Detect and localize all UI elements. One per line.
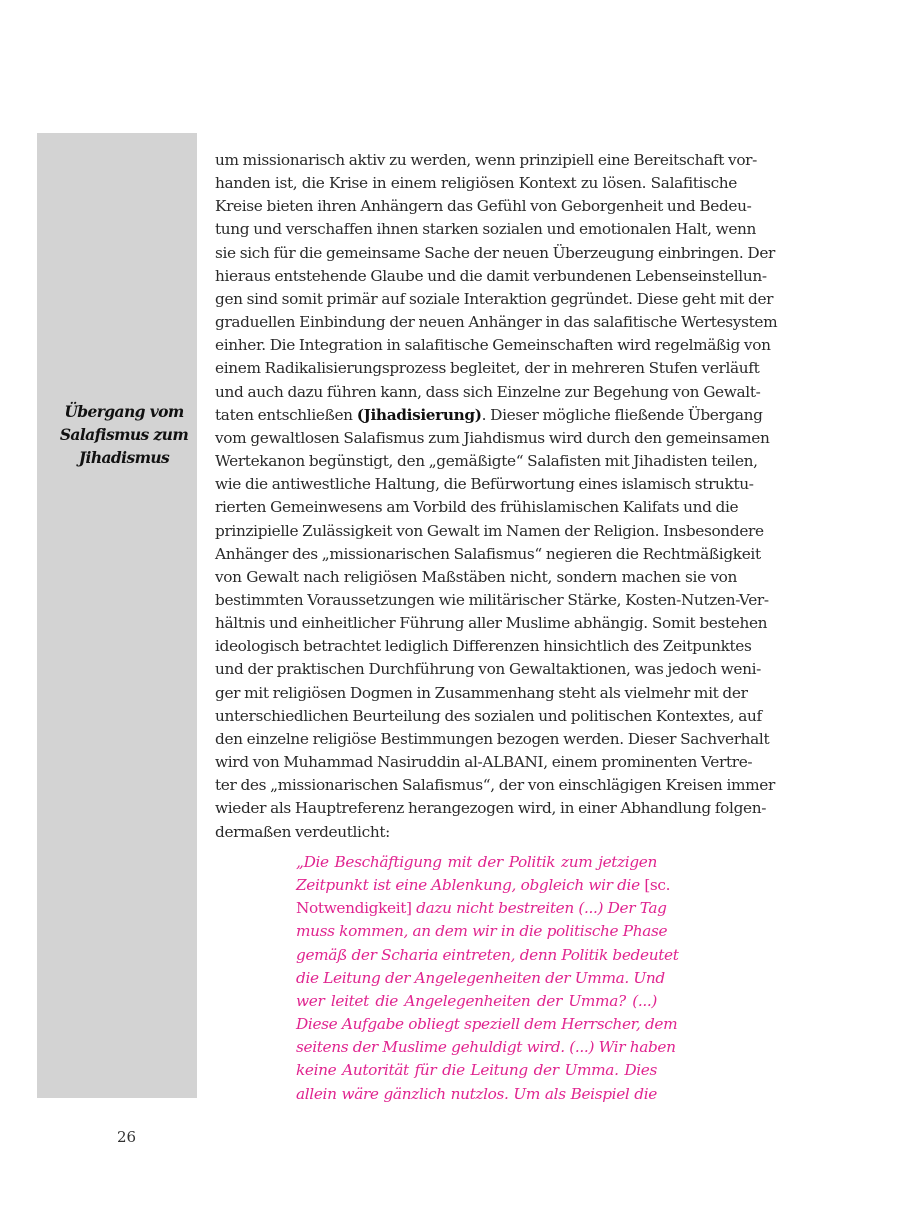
- quote-line: keine Autorität für die Leitung der Umma. Dies: [296, 1061, 657, 1080]
- editorial-bracket: Notwendigkeit]: [296, 899, 412, 918]
- body-text-fragment: . Dieser mögliche fließende Übergang: [481, 405, 763, 424]
- margin-note-line: Salafismus zum: [59, 425, 189, 444]
- body-paragraph: [215, 149, 778, 844]
- body-line: von Gewalt nach religiösen Maßstäben nicht, sondern machen sie von: [215, 567, 737, 586]
- body-line: ger mit religiösen Dogmen in Zusammenhang steht als vielmehr mit der: [215, 683, 748, 702]
- editorial-bracket: [sc.: [644, 876, 671, 895]
- body-line: wird von Muhammad Nasiruddin al-ALBANI, einem prominenten Vertre-: [215, 753, 753, 772]
- body-line: Wertekanon begünstigt, den „gemäßigte“ Salafisten mit Jihadisten teilen,: [215, 452, 758, 471]
- body-line: vom gewaltlosen Salafismus zum Jiahdismus wird durch den gemeinsamen: [215, 428, 770, 447]
- margin-sidebar-band: [37, 133, 197, 1098]
- quote-line: [296, 874, 671, 897]
- body-line: wieder als Hauptreferenz herangezogen wird, in einer Abhandlung folgen-: [215, 799, 767, 818]
- quote-fragment: Zeitpunkt ist eine Ablenkung, obgleich wir die: [296, 876, 645, 895]
- body-line: Anhänger des „missionarischen Salafismus“ negieren die Rechtmäßigkeit: [215, 544, 761, 563]
- margin-note: [37, 400, 211, 469]
- quote-line: muss kommen, an dem wir in die politische Phase: [296, 922, 668, 941]
- body-text-fragment: taten entschließen: [215, 405, 357, 424]
- body-line: gen sind somit primär auf soziale Interaktion gegründet. Diese geht mit der: [215, 289, 774, 308]
- body-line: den einzelne religiöse Bestimmungen bezogen werden. Dieser Sachverhalt: [215, 729, 770, 748]
- key-term: (Jihadisierung): [356, 405, 482, 424]
- body-line: einher. Die Integration in salafitische Gemeinschaften wird regelmäßig von: [215, 336, 771, 355]
- margin-note-line: Jihadismus: [78, 448, 170, 467]
- quote-line: Diese Aufgabe obliegt speziell dem Herrscher, dem: [296, 1015, 678, 1034]
- body-line: tung und verschaffen ihnen starken sozialen und emotionalen Halt, wenn: [215, 220, 757, 239]
- body-line: Kreise bieten ihren Anhängern das Gefühl von Geborgenheit und Bedeu-: [215, 197, 752, 216]
- block-quote: [296, 851, 679, 1106]
- quote-line: gemäß der Scharia eintreten, denn Politik bedeutet: [296, 945, 679, 964]
- body-line: sie sich für die gemeinsame Sache der neuen Überzeugung einbringen. Der: [215, 243, 775, 262]
- quote-line: [296, 897, 667, 920]
- body-line: hieraus entstehende Glaube und die damit verbundenen Lebenseinstellun-: [215, 266, 767, 285]
- body-line: handen ist, die Krise in einem religiösen Kontext zu lösen. Salafitische: [215, 174, 737, 193]
- quote-fragment: dazu nicht bestreiten (...) Der Tag: [411, 899, 667, 918]
- quote-line: allein wäre gänzlich nutzlos. Um als Beispiel die: [296, 1084, 657, 1103]
- body-line: ter des „missionarischen Salafismus“, der von einschlägigen Kreisen immer: [215, 776, 775, 795]
- margin-note-line: Übergang vom: [64, 402, 184, 421]
- body-line: wie die antiwestliche Haltung, die Befürwortung eines islamisch struktu-: [215, 475, 754, 494]
- body-line: und der praktischen Durchführung von Gewaltaktionen, was jedoch weni-: [215, 660, 761, 679]
- body-line: dermaßen verdeutlicht:: [215, 822, 390, 841]
- body-line: hältnis und einheitlicher Führung aller Muslime abhängig. Somit bestehen: [215, 614, 768, 633]
- body-line: graduellen Einbindung der neuen Anhänger in das salafitische Wertesystem: [215, 313, 778, 332]
- body-line: bestimmten Voraussetzungen wie militärischer Stärke, Kosten-Nutzen-Ver-: [215, 590, 769, 609]
- body-line-with-term: [215, 404, 763, 427]
- body-line: unterschiedlichen Beurteilung des sozialen und politischen Kontextes, auf: [215, 706, 762, 725]
- body-line: und auch dazu führen kann, dass sich Einzelne zur Begehung von Gewalt-: [215, 382, 761, 401]
- quote-line: wer leitet die Angelegenheiten der Umma? (...): [296, 991, 657, 1010]
- body-line: einem Radikalisierungsprozess begleitet, der in mehreren Stufen verläuft: [215, 359, 760, 378]
- body-line: prinzipielle Zulässigkeit von Gewalt im Namen der Religion. Insbesondere: [215, 521, 764, 540]
- quote-line: die Leitung der Angelegenheiten der Umma. Und: [296, 968, 665, 987]
- body-line: ideologisch betrachtet lediglich Differenzen hinsichtlich des Zeitpunktes: [215, 637, 752, 656]
- body-line: um missionarisch aktiv zu werden, wenn prinzipiell eine Bereitschaft vor-: [215, 151, 757, 169]
- quote-line: seitens der Muslime gehuldigt wird. (...) Wir haben: [296, 1038, 676, 1057]
- quote-line: „Die Beschäftigung mit der Politik zum jetzigen: [296, 853, 657, 871]
- body-line: rierten Gemeinwesens am Vorbild des frühislamischen Kalifats und die: [215, 498, 739, 517]
- page-number: 26: [117, 1128, 137, 1146]
